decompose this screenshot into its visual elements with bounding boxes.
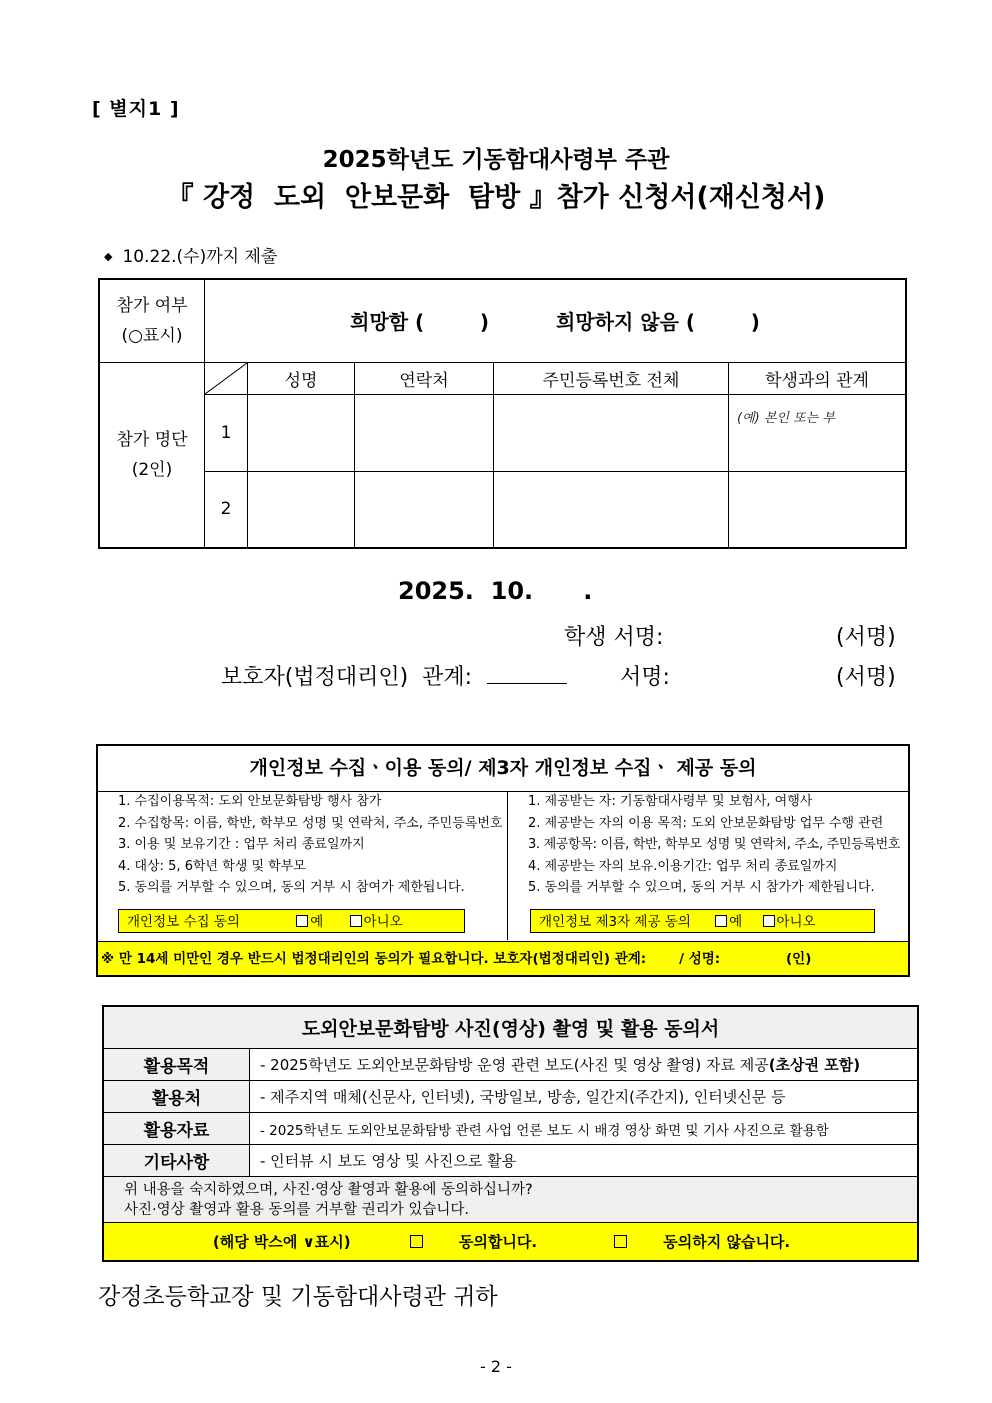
page-number: - 2 - — [480, 1357, 512, 1376]
other-value: - 인터뷰 시 보도 영상 및 사진으로 활용 — [250, 1145, 919, 1177]
relation-field[interactable] — [729, 471, 907, 548]
term-item: 2. 제공받는 자의 이용 목적: 도외 안보문화탐방 업무 수행 관련 — [528, 815, 884, 831]
form-title-line1: 2025학년도 기동함대사령부 주관 — [322, 147, 670, 173]
check-instruction: (해당 박스에 ∨표시) — [212, 1233, 351, 1251]
guardian-relation: 보호자(법정대리인) 관계: — [221, 660, 567, 691]
row-number: 1 — [205, 394, 248, 471]
diamond-bullet-icon: ◆ — [104, 250, 113, 263]
header-relation: 학생과의 관계 — [729, 362, 907, 394]
collection-yes-checkbox[interactable]: 예 — [296, 914, 323, 930]
privacy-consent-box — [96, 744, 910, 977]
resident-number-field[interactable] — [494, 394, 729, 471]
checkbox-icon — [614, 1235, 627, 1248]
checkbox-icon — [296, 915, 308, 927]
third-party-yes-checkbox[interactable]: 예 — [715, 914, 742, 930]
checkbox-icon — [763, 915, 775, 927]
collection-no-checkbox[interactable]: 아니오 — [350, 914, 403, 930]
privacy-consent-heading: 개인정보 수집ㆍ이용 동의/ 제3자 개인정보 수집ㆍ 제공 동의 — [98, 746, 908, 792]
other-label: 기타사항 — [103, 1145, 250, 1177]
header-contact: 연락처 — [355, 362, 494, 394]
diagonal-cell — [205, 362, 248, 394]
collection-consent-box: 개인정보 수집 동의 예 아니오 — [118, 909, 465, 933]
term-item: 1. 수집이용목적: 도외 안보문화탐방 행사 참가 — [118, 794, 382, 809]
term-item: 3. 제공항목: 이름, 학반, 학부모 성명 및 연락처, 주소, 주민등록번호 — [528, 837, 901, 852]
photo-consent-heading: 도외안보문화탐방 사진(영상) 촬영 및 활용 동의서 — [103, 1006, 918, 1049]
term-item: 4. 대상: 5, 6학년 학생 및 학부모 — [118, 858, 306, 874]
student-signature-field[interactable]: (서명) — [836, 625, 896, 650]
third-party-no-checkbox[interactable]: 아니오 — [763, 914, 816, 930]
header-resident-number: 주민등록번호 전체 — [494, 362, 729, 394]
checkbox-icon — [410, 1235, 423, 1248]
checkbox-icon — [350, 915, 362, 927]
usage-material-value: - 2025학년도 도외안보문화탐방 관련 사업 언론 보도 시 배경 영상 화면 및 기사 사진으로 활용함 — [250, 1113, 919, 1145]
checkbox-icon — [715, 915, 727, 927]
guardian-signature-label: 서명: — [620, 665, 670, 690]
row-number: 2 — [205, 471, 248, 548]
disagree-checkbox[interactable]: 동의하지 않습니다. — [596, 1233, 808, 1251]
term-item: 2. 수집항목: 이름, 학반, 학부모 성명 및 연락처, 주소, 주민등록번호 — [118, 815, 503, 831]
usage-place-label: 활용처 — [103, 1081, 250, 1113]
deadline-text: 10.22.(수)까지 제출 — [122, 247, 278, 267]
name-field[interactable] — [248, 471, 355, 548]
form-title-line2: 『 강정 도외 안보문화 탐방 』참가 신청서(재신청서) — [166, 182, 826, 213]
roster-label: 참가 명단 (2인) — [99, 362, 205, 548]
photo-consent-choice — [103, 1223, 918, 1262]
application-date: 2025. 10. . — [398, 577, 593, 605]
deadline-note — [104, 242, 277, 267]
term-item: 5. 동의를 거부할 수 있으며, 동의 거부 시 참가가 제한됩니다. — [528, 880, 875, 895]
term-item: 1. 제공받는 자: 기동함대사령부 및 보험사, 여행사 — [528, 794, 813, 809]
usage-place-value: - 제주지역 매체(신문사, 인터넷), 국방일보, 방송, 일간지(주간지), 인터넷신문 등 — [250, 1081, 919, 1113]
consent-question: 위 내용을 숙지하였으며, 사진·영상 촬영과 활용에 동의하십니까? 사진·영상 촬영과 활용 동의를 거부할 권리가 있습니다. — [103, 1177, 918, 1223]
third-party-consent-box: 개인정보 제3자 제공 동의 예 아니오 — [530, 909, 875, 933]
addressee: 강정초등학교장 및 기동함대사령관 귀하 — [98, 1284, 498, 1310]
guardian-consent-notice: ※ 만 14세 미만인 경우 반드시 법정대리인의 동의가 필요합니다. 보호자(법정대리인) 관계: / 성명: (인) — [98, 941, 908, 975]
relation-blank[interactable] — [487, 661, 567, 684]
contact-field[interactable] — [355, 394, 494, 471]
term-item: 4. 제공받는 자의 보유.이용기간: 업무 처리 종료일까지 — [528, 858, 838, 874]
agree-checkbox[interactable]: 동의합니다. — [392, 1233, 555, 1251]
contact-field[interactable] — [355, 471, 494, 548]
resident-number-field[interactable] — [494, 471, 729, 548]
application-table — [98, 278, 907, 549]
usage-material-label: 활용자료 — [103, 1113, 250, 1145]
term-item: 3. 이용 및 보유기간 : 업무 처리 종료일까지 — [118, 837, 365, 852]
photo-consent-table — [102, 1005, 919, 1262]
purpose-label: 활용목적 — [103, 1049, 250, 1081]
participation-choice[interactable] — [205, 279, 907, 362]
header-name: 성명 — [248, 362, 355, 394]
diagonal-line-icon — [205, 363, 247, 394]
purpose-value: - 2025학년도 도외안보문화탐방 운영 관련 보도(사진 및 영상 촬영) 자료 제공(초상권 포함) — [250, 1049, 919, 1081]
no-hope-option[interactable]: 희망하지 않음 ( ) — [556, 310, 760, 335]
attachment-tag: [ 별지1 ] — [92, 98, 180, 120]
hope-option[interactable]: 희망함 ( ) — [350, 310, 490, 335]
name-field[interactable] — [248, 394, 355, 471]
participation-label: 참가 여부 (○표시) — [99, 279, 205, 362]
term-item: 5. 동의를 거부할 수 있으며, 동의 거부 시 참여가 제한됩니다. — [118, 880, 465, 895]
relation-field[interactable]: (예) 본인 또는 부 — [729, 394, 907, 471]
student-signature-label: 학생 서명: — [564, 625, 664, 650]
guardian-signature-field[interactable]: (서명) — [836, 665, 896, 690]
